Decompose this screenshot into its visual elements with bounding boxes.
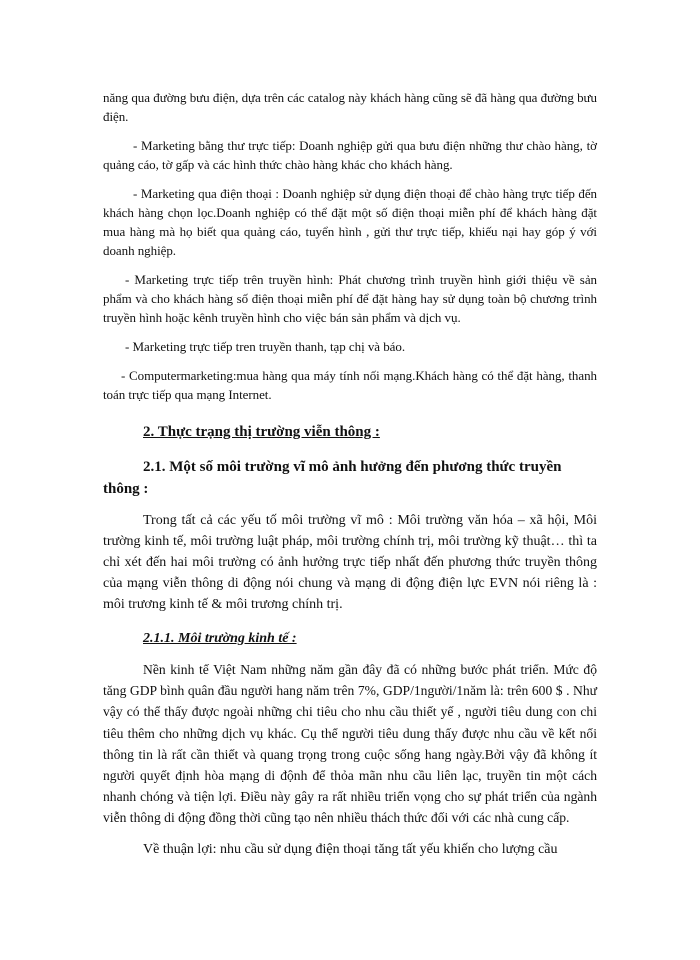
paragraph-tv-marketing: - Marketing trực tiếp trên truyền hình: Phát chương trình truyền hình giới thiệu về sản phẩm và cho khách hàng số điện thoại miễn phí để đặt hàng hay sử dụng toàn bộ chương trình truyền hình hoặc kênh truyền hình cho việc bán sản phẩm và dịch vụ. bbox=[103, 272, 597, 325]
section-heading-2-1: 2.1. Một số môi trường vĩ mô ảnh hưởng đến phương thức truyền thông : bbox=[103, 459, 562, 497]
paragraph-continuation: năng qua đường bưu điện, dựa trên các catalog này khách hàng cũng sẽ đã hàng qua đường bưu điện. bbox=[103, 90, 597, 124]
text-column bbox=[103, 88, 597, 860]
paragraph-advantages: Về thuận lợi: nhu cầu sử dụng điện thoại tăng tất yếu khiến cho lượng cầu bbox=[143, 841, 558, 857]
paragraph-macro-environment: Trong tất cả các yếu tố môi trường vĩ mô : Môi trường văn hóa – xã hội, Môi trường kinh tế, môi trường luật pháp, môi trường chính trị, môi trường kỹ thuật… thì ta chỉ xét đến hai môi trường có ảnh hưởng trực tiếp nhất đến phương thức truyền thông của mạng viễn thông di động nói chung và mạng di động điện lực EVN nói riêng là : môi trương kinh tế & môi trương chính trị. bbox=[103, 513, 597, 612]
section-heading-2: 2. Thực trạng thị trường viễn thông : bbox=[143, 424, 380, 440]
paragraph-economic-environment: Nền kinh tế Việt Nam những năm gần đây đã có những bước phát triển. Mức độ tăng GDP bình quân đầu người hang năm trên 7%, GDP/1người/1năm là: trên 600 $ . Như vậy có thể thấy được ngoài những chi tiêu cho nhu cầu thiết yế , người tiêu dung con chi tiêu thêm cho những dịch vụ khác. Cụ thể người tiêu dung thấy được nhu cầu về kết nối thông tin là rất cần thiết và quang trọng trong cuộc sống hang ngày.Bởi vậy đã không ít người quyết định hòa mạng di độnh để thỏa mãn nhu cầu liên lạc, truyền tin một cách nhanh chóng và tiện lợi. Điều này gây ra rất nhiều triển vọng cho sự phát triển của ngành viễn thông di động đồng thời cũng tạo nên nhiều thách thức đối với các nhà cung cấp. bbox=[103, 662, 597, 826]
paragraph-telemarketing: - Marketing qua điện thoại : Doanh nghiệp sử dụng điện thoại để chào hàng trực tiếp đến khách hàng chọn lọc.Doanh nghiệp có thể đặt một số điện thoại miễn phí để khách hàng đặt mua hàng mà họ biết qua quảng cáo, tuyển hình , gửi thư trực tiếp, khiếu nại hay góp ý với doanh nghiệp. bbox=[103, 186, 597, 258]
paragraph-computer-marketing: - Computermarketing:mua hàng qua máy tính nối mạng.Khách hàng có thể đặt hàng, thanh toán trực tiếp qua mạng Internet. bbox=[103, 368, 597, 402]
paragraph-direct-mail: - Marketing bằng thư trực tiếp: Doanh nghiệp gửi qua bưu điện những thư chào hàng, tờ quảng cáo, tờ gấp và các hình thức chào hàng khác cho khách hàng. bbox=[103, 138, 597, 172]
paragraph-radio-marketing: - Marketing trực tiếp tren truyền thanh, tạp chị và báo. bbox=[125, 339, 406, 354]
section-heading-2-1-1: 2.1.1. Môi trường kinh tế : bbox=[143, 631, 297, 646]
